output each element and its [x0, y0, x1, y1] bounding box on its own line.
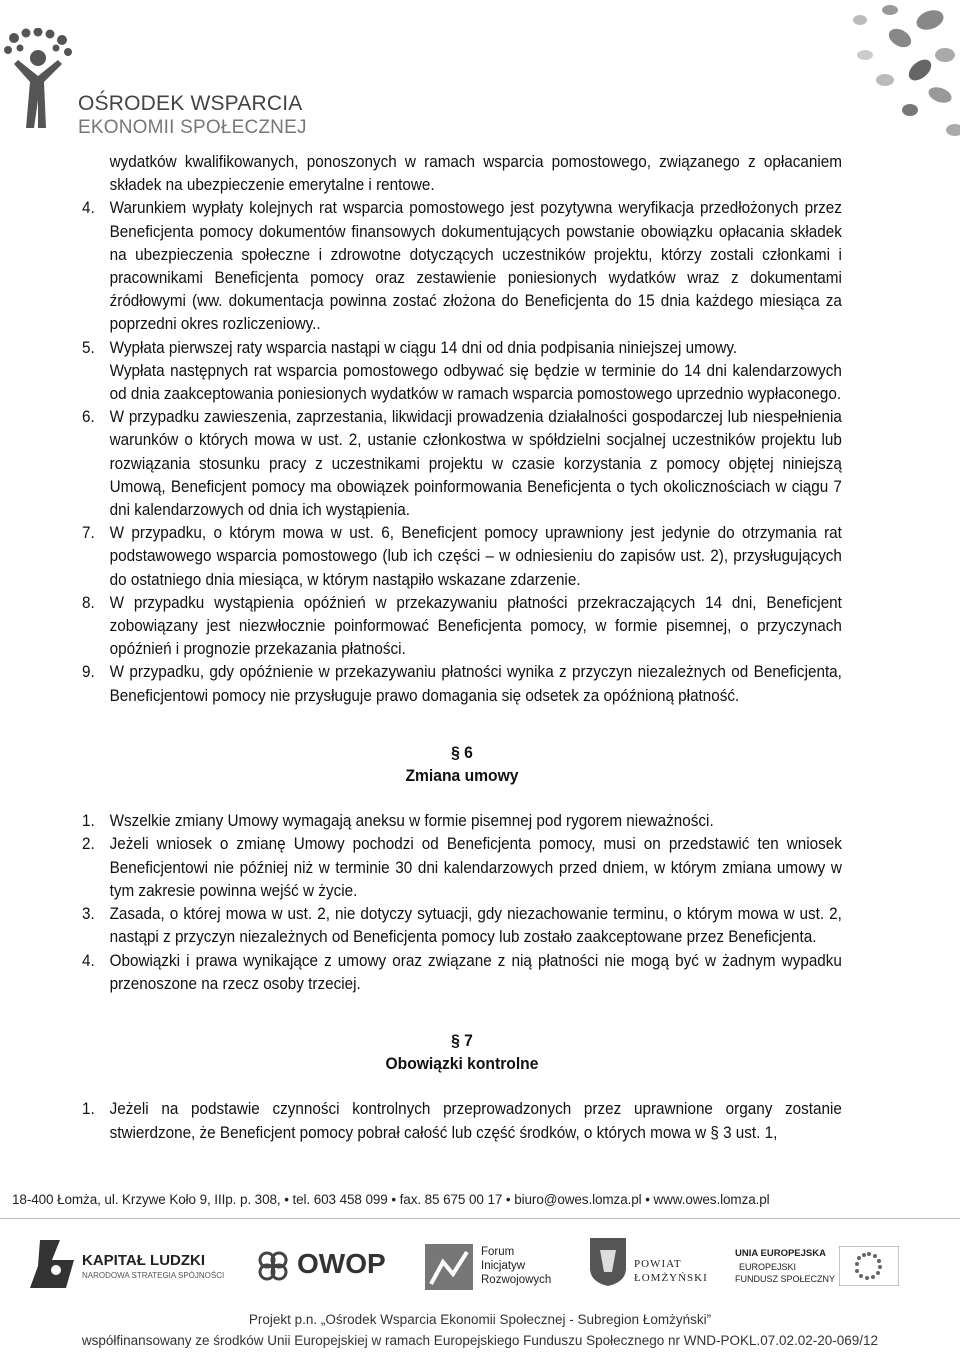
kapital-ludzki-logo	[30, 1240, 225, 1290]
powiat-line2: ŁOMŻYŃSKI	[634, 1272, 708, 1284]
person-figure-icon	[4, 28, 74, 128]
item-number: 9.	[82, 662, 95, 682]
eu-line3: FUNDUSZ SPOŁECZNY	[735, 1274, 836, 1284]
kl-subtitle: NARODOWA STRATEGIA SPÓJNOŚCI	[82, 1271, 225, 1280]
item-number: 7.	[82, 523, 95, 543]
item-number: 4.	[82, 950, 95, 970]
intro-continuation: wydatków kwalifikowanych, ponoszonych w ramach wsparcia pomostowego, związanego z opłacaniem składek na ubezpieczenie emerytalne i rentowe.	[109, 152, 842, 195]
section-title: Zmiana umowy	[405, 766, 519, 786]
list-item	[82, 196, 842, 335]
item-text: Wszelkie zmiany Umowy wymagają aneksu w formie pisemnej pod rygorem nieważności.	[109, 811, 714, 831]
footer-divider	[0, 1218, 960, 1219]
list-item	[82, 949, 842, 995]
item-number: 1.	[82, 1099, 95, 1119]
org-name-line2: EKONOMII SPOŁECZNEJ	[78, 117, 307, 138]
fir-logo	[425, 1244, 565, 1294]
item-text: Obowiązki i prawa wynikające z umowy oraz związane z nią płatności nie mogą być w żadnym wypadku przenoszone na rzecz osoby trzeciej.	[109, 950, 842, 993]
eu-line2: EUROPEJSKI	[739, 1262, 797, 1272]
item-text: W przypadku zawieszenia, zaprzestania, likwidacji prowadzenia działalności gospodarczej lub niespełnienia warunków o których mowa w ust. 2, ustanie członkostwa w spółdzielni socjalnej uczestników projektu lub rozwiązania stosunku pracy z uczestnikami projektu w czasie korzystania z pomocy objętej niniejszą Umową, Beneficjent pomocy ma obowiązek poinformowania Beneficjenta o tych okolicznościach w ciągu 7 dni kalendarzowych od dnia ich wystąpienia.	[109, 407, 842, 520]
section-number: § 7	[451, 1030, 473, 1050]
item-text: Zasada, o której mowa w ust. 2, nie dotyczy sytuacji, gdy niezachowanie terminu, o którym mowa w ust. 2, nastąpi z przyczyn niezależnych od Beneficjenta pomocy lub zostało zaakceptowane przez Beneficjenta.	[109, 904, 842, 947]
kl-emblem-icon	[30, 1240, 74, 1288]
owop-wordmark: OWOP	[297, 1248, 386, 1279]
list-item	[82, 660, 842, 706]
item-text: Jeżeli na podstawie czynności kontrolnych przeprowadzonych przez uprawnione organy zostanie stwierdzone, że Beneficjent pomocy pobrał całość lub część środków, o których mowa w § 3 ust. 1,	[109, 1099, 842, 1142]
coat-of-arms-icon	[590, 1238, 626, 1286]
item-text: W przypadku, o którym mowa w ust. 6, Beneficjent pomocy uprawniony jest jedynie do otrzymania rat podstawowego wsparcia pomostowego (lub ich części – w odniesieniu do zapisów ust. 2), przysługujących do ostatniego dnia miesiąca, w którym nastąpiło wskazane zdarzenie.	[109, 523, 842, 589]
section-number: § 6	[451, 742, 473, 762]
list-item	[82, 902, 842, 948]
item-number: 1.	[82, 811, 95, 831]
owop-logo	[255, 1246, 385, 1286]
list-item	[82, 809, 842, 832]
kl-title: KAPITAŁ LUDZKI	[82, 1252, 206, 1269]
owop-knot-icon	[255, 1248, 291, 1284]
document-body	[82, 150, 842, 1144]
org-name-line1: OŚRODEK WSPARCIA	[78, 92, 303, 115]
cofinancing-note: współfinansowany ze środków Unii Europejskiej w ramach Europejskiego Funduszu Społecznego nr WND-POKL.07.02.02-20-069/12	[81, 1333, 879, 1348]
fir-emblem-icon	[425, 1244, 473, 1290]
owes-logo	[0, 28, 307, 138]
item-continuation: Wypłata następnych rat wsparcia pomostowego odbywać się będzie w terminie do 14 dni kalendarzowych od dnia zaakceptowania poniesionych wydatków w ramach wsparcia pomostowego uprzednio wypłaconego.	[109, 360, 842, 404]
list-item	[82, 405, 842, 521]
fir-line3: Rozwojowych	[481, 1274, 552, 1286]
eu-logo	[735, 1246, 935, 1296]
fir-line2: Inicjatyw	[481, 1260, 526, 1272]
eu-line1: UNIA EUROPEJSKA	[735, 1248, 826, 1259]
item-text: Warunkiem wypłaty kolejnych rat wsparcia pomostowego jest pozytywna weryfikacja przedłożonych przez Beneficjenta pomocy dokumentów finansowych dokumentujących powstanie obowiązku opłacania składek na ubezpieczenia społeczne i zdrowotne dotyczących uczestników projektu, którzy zostali członkami i pracownikami Beneficjenta pomocy oraz zestawienie poniesionych wydatków wraz z dokumentami źródłowymi (ww. dokumentacja powinna zostać złożona do Beneficjenta do 15 dnia każdego miesiąca za poprzedni okres rozliczeniowy..	[109, 198, 842, 334]
decorative-leaves	[740, 0, 960, 150]
item-number: 3.	[82, 904, 95, 924]
footer-logos	[0, 1232, 960, 1312]
item-text: Wypłata pierwszej raty wsparcia nastąpi w ciągu 14 dni od dnia podpisania niniejszej umowy.	[109, 337, 738, 357]
item-number: 2.	[82, 834, 95, 854]
item-number: 4.	[82, 198, 95, 218]
item-text: W przypadku, gdy opóźnienie w przekazywaniu płatności wynika z przyczyn niezależnych od Beneficjenta, Beneficjentowi pomocy nie przysługuje prawo domagania się odsetek za opóźnioną płatność.	[109, 662, 842, 705]
item-number: 5.	[82, 337, 95, 357]
footer-address: 18-400 Łomża, ul. Krzywe Koło 9, IIIp. p. 308, • tel. 603 458 099 • fax. 85 675 00 17 • biuro@owes.lomza.pl • www.owes.lomza.pl	[12, 1192, 770, 1207]
item-number: 8.	[82, 592, 95, 612]
item-text: Jeżeli wniosek o zmianę Umowy pochodzi od Beneficjenta pomocy, musi on przedstawić ten wniosek Beneficjentowi nie później niż w terminie 30 dni kalendarzowych przed dniem, w którym zmiana umowy w tym zakresie powinna wejść w życie.	[109, 834, 842, 900]
list-item	[82, 591, 842, 661]
powiat-line1: POWIAT	[634, 1258, 682, 1270]
eu-flag-icon	[839, 1246, 899, 1286]
powiat-logo	[590, 1238, 710, 1298]
section-title: Obowiązki kontrolne	[385, 1054, 539, 1074]
list-item	[82, 336, 842, 359]
list-item	[82, 832, 842, 902]
list-item	[82, 1097, 842, 1143]
project-name: Projekt p.n. „Ośrodek Wsparcia Ekonomii Społecznej - Subregion Łomżyński”	[248, 1312, 712, 1327]
item-text: W przypadku wystąpienia opóźnień w przekazywaniu płatności przekraczających 14 dni, Beneficjent zobowiązany jest niezwłocznie poinformować Beneficjenta pomocy, w formie pisemnej, o przyczynach opóźnień i prognozie przekazania płatności.	[109, 592, 842, 659]
item-number: 6.	[82, 407, 95, 427]
list-item	[82, 521, 842, 591]
fir-line1: Forum	[481, 1246, 515, 1258]
